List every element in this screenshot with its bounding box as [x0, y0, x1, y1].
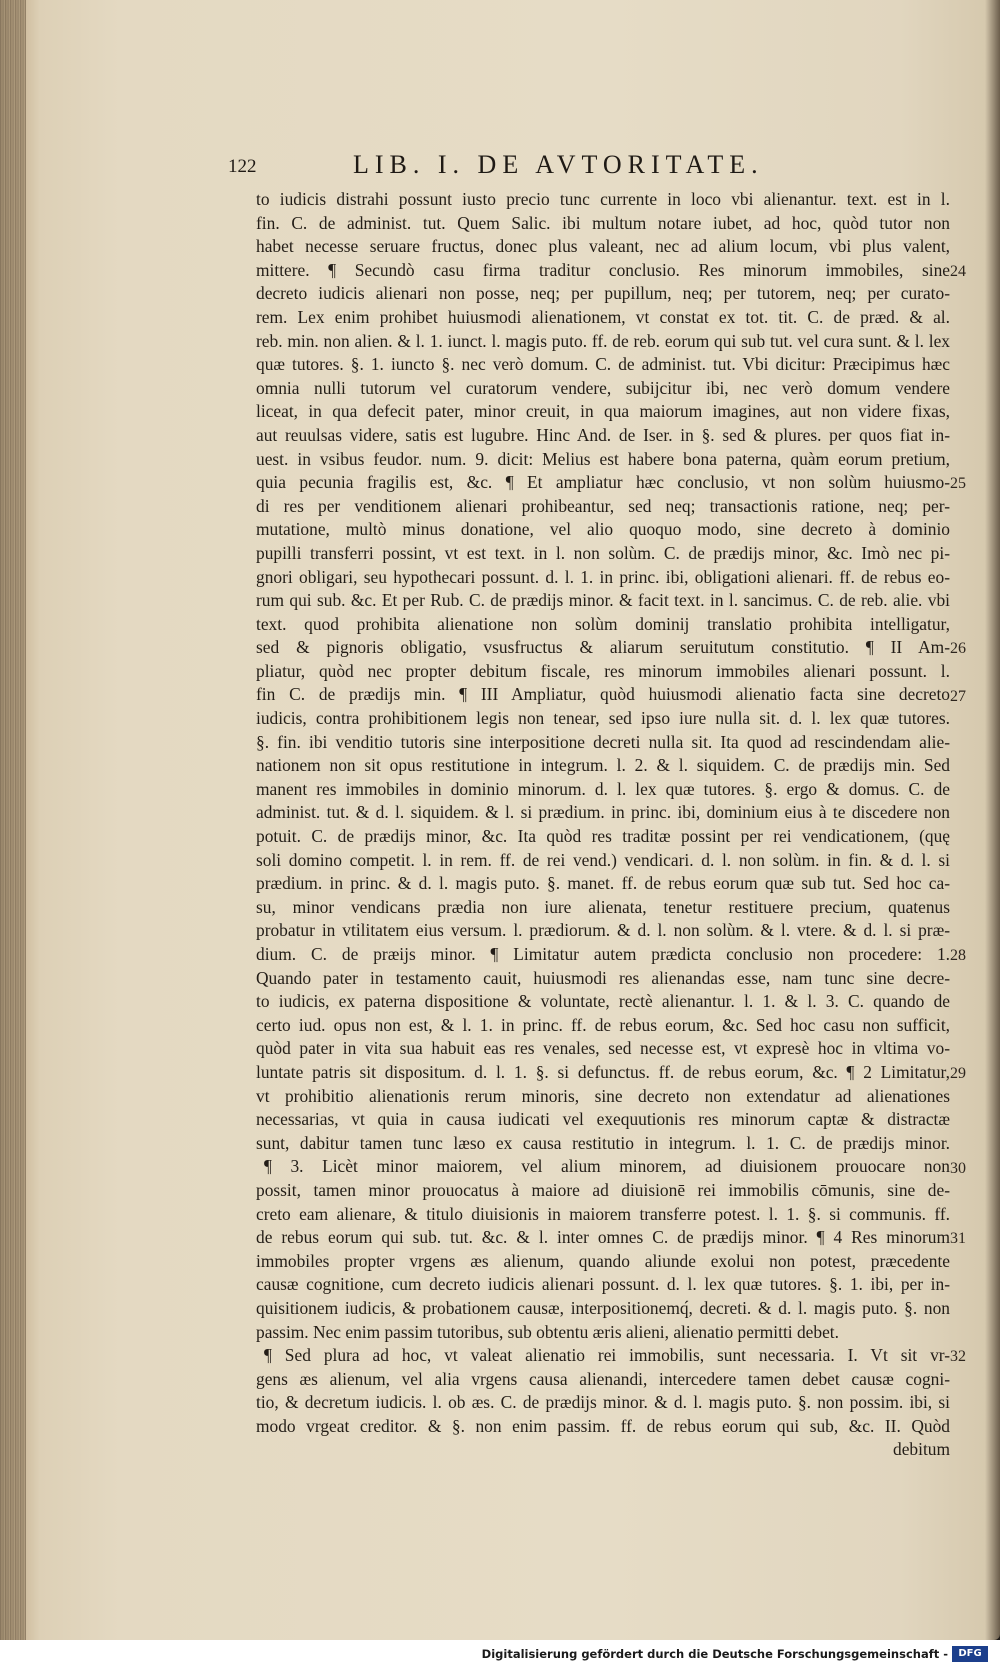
- text-line: creto eam alienare, & titulo diuisionis in maiorem transferre potest. l. 1. §. si communis. ff.: [256, 1203, 950, 1224]
- text-line: manent res immobiles in dominio minorum. d. l. lex quæ tutores. §. ergo & domus. C. de: [256, 778, 950, 799]
- text-line: text. quod prohibita alienatione non solùm dominij translatio prohibita intelligatur,: [256, 613, 950, 634]
- text-line: decreto iudicis alienari non posse, neq; per pupillum, neq; per tutorem, neq; per curato-: [256, 283, 950, 304]
- text-line: reb. min. non alien. & l. 1. iunct. l. magis puto. ff. de reb. eorum qui sub tut. vel cura sunt. & l. lex: [256, 330, 950, 351]
- text-line: necessarias, vt quia in causa iudicati vel exequutionis res minorum captæ & distractæ: [256, 1109, 950, 1130]
- text-line: mittere. ¶ Secundò casu firma traditur conclusio. Res minorum immobiles, sine: [256, 259, 950, 280]
- text-line: debitum: [893, 1439, 950, 1460]
- text-line: causæ cognitione, cum decreto iudicis alienari possunt. d. l. lex quæ tutores. §. 1. ibi, per in-: [256, 1274, 950, 1295]
- text-line: habet necesse seruare fructus, donec plus valeant, nec ad alium locum, vbi plus valent,: [256, 236, 950, 257]
- body-text: [256, 188, 950, 1462]
- text-line: sed & pignoris obligatio, vsusfructus & aliarum seruitutum constitutio. ¶ II Am-: [256, 637, 950, 658]
- text-line: to iudicis distrahi possunt iusto precio tunc currente in loco vbi alienantur. text. est in l.: [256, 189, 950, 209]
- text-line: rum qui sub. &c. Et per Rub. C. de prædijs minor. & facit text. in l. sancimus. C. de reb. alie. vbi: [256, 590, 950, 611]
- text-line: administ. tut. & d. l. siquidem. & l. si prædium. in princ. ibi, dominium eius à te discedere non: [256, 802, 950, 823]
- text-line: rem. Lex enim prohibet huiusmodi alienationem, vt constat ex tot. tit. C. de præd. & al.: [256, 306, 950, 327]
- running-head: LIB. I. DE AVTORITATE.: [353, 150, 764, 179]
- text-line: passim. Nec enim passim tutoribus, sub obtentu æris alieni, alienatio permitti debet.: [256, 1321, 839, 1342]
- text-line: uest. in vsibus feudor. num. 9. dicit: Melius est habere bona paterna, quàm eorum pretium,: [256, 448, 950, 469]
- text-line: immobiles propter vrgens æs alienum, quando aliunde exolui non potest, præcedente: [256, 1250, 950, 1271]
- text-line: nationem non sit opus restitutione in integrum. l. 2. & l. siquidem. C. de prædijs min. Sed: [256, 755, 950, 776]
- text-line: quisitionem iudicis, & probationem causæ, interpositionemq́, decreti. & d. l. magis puto. §. non: [256, 1297, 950, 1318]
- text-line: de rebus eorum qui sub. tut. &c. & l. inter omnes C. de prædijs minor. ¶ 4 Res minorum: [256, 1227, 950, 1248]
- page-edge-shadow: [0, 0, 26, 1640]
- margin-number: 24: [950, 262, 966, 280]
- text-line: quia pecunia fragilis est, &c. ¶ Et ampliatur hæc conclusio, vt non solùm huiusmo-: [256, 472, 950, 493]
- text-line: ¶ 3. Licèt minor maiorem, vel alium minorem, ad diuisionem prouocare non: [264, 1156, 950, 1177]
- text-line: §. fin. ibi venditio tutoris sine interpositione decreti nulla sit. Ita quod ad rescindendam alie-: [256, 731, 950, 752]
- text-line: gens æs alienum, vel alia vrgens causa alienandi, intercedere tamen debet causæ cogni-: [256, 1368, 950, 1389]
- margin-number: 32: [950, 1348, 966, 1366]
- text-line: modo vrgeat creditor. & §. non enim passim. ff. de rebus eorum qui sub, &c. II. Quòd: [256, 1415, 950, 1436]
- margin-number: 27: [950, 687, 966, 705]
- text-line: di res per venditionem alienari prohibeantur, sed neq; transactionis ratione, neq; per-: [256, 495, 950, 516]
- text-line: gnori obligari, seu hypothecari possunt. d. l. 1. in princ. ibi, obligationi alienari. ff. de rebus eo-: [256, 566, 950, 587]
- text-line: omnia nulli tutorum vel curatorum vendere, subijcitur ibi, nec verò domum vendere: [256, 377, 950, 398]
- text-line: certo iud. opus non est, & l. 1. in princ. ff. de rebus eorum, &c. Sed hoc casu non sufficit,: [256, 1014, 950, 1035]
- page-header: [228, 150, 928, 180]
- margin-number: 25: [950, 475, 966, 493]
- text-line: mutatione, multò minus donatione, vel alio quoquo modo, sine decreto à dominio: [256, 519, 950, 540]
- text-line: to iudicis, ex paterna dispositione & voluntate, rectè alienantur. l. 1. & l. 3. C. quando de: [256, 991, 950, 1012]
- text-line: potuit. C. de prædijs minor, &c. Ita quòd res traditæ possint per rei vendicationem, (quę: [256, 826, 950, 847]
- text-line: pliatur, quòd nec propter debitum fiscale, res minorum immobiles alienari possunt. l.: [256, 660, 950, 681]
- text-line: su, minor vendicans prædia non iure alienata, tenetur restituere precium, quatenus: [256, 896, 950, 917]
- margin-number: 30: [950, 1159, 966, 1177]
- text-line: fin C. de prædijs min. ¶ III Ampliatur, quòd huiusmodi alienatio facta sine decreto: [256, 684, 950, 705]
- text-line: iudicis, contra prohibitionem legis non tenear, sed ipso iure nulla sit. d. l. lex quæ tutores.: [256, 708, 950, 729]
- text-line: liceat, in qua defecit pater, minor creuit, in qua maiorum imagines, aut non videre fixas,: [256, 401, 950, 422]
- text-line: possit, tamen minor prouocatus à maiore ad diuisionē rei immobilis cōmunis, sine de-: [256, 1179, 950, 1200]
- digitization-footer: [0, 1640, 1000, 1669]
- text-line: pupilli transferri possint, vt est text. in l. non solùm. C. de prædijs minor, &c. Imò nec pi-: [256, 542, 950, 563]
- text-line: luntate patris sit dispositum. d. l. 1. §. si defunctus. ff. de rebus eorum, &c. ¶ 2 Limitatur,: [256, 1061, 950, 1082]
- margin-number: 31: [950, 1230, 966, 1248]
- text-line: Quando pater in testamento cauit, huiusmodi res alienandas esse, nam tunc sine decre-: [256, 967, 950, 988]
- text-line: probatur in vtilitatem eius versum. l. prædiorum. & d. l. non solùm. & l. vtere. & d. l. si præ-: [256, 920, 950, 941]
- text-line: ¶ Sed plura ad hoc, vt valeat alienatio rei immobilis, sunt necessaria. I. Vt sit vr-: [264, 1345, 950, 1366]
- text-line: dium. C. de præijs minor. ¶ Limitatur autem prædicta conclusio non procedere: 1.: [256, 944, 950, 964]
- text-line: tio, & decretum iudicis. l. ob æs. C. de prædijs minor. & d. l. magis puto. §. non possim. ibi, si: [256, 1392, 950, 1413]
- footer-credit: Digitalisierung gefördert durch die Deutsche Forschungsgemeinschaft -: [481, 1647, 948, 1661]
- text-line: sunt, dabitur tamen tunc læso ex causa restitutio in integrum. l. 1. C. de prædijs minor.: [256, 1132, 950, 1153]
- text-line: fin. C. de administ. tut. Quem Salic. ibi multum notare iubet, ad hoc, quòd tutor non: [256, 212, 950, 233]
- text-line: prædium. in princ. & d. l. magis puto. §. manet. ff. de rebus eorum quæ sub tut. Sed hoc ca-: [256, 873, 950, 894]
- text-line: quæ tutores. §. 1. iuncto §. nec verò domum. C. de administ. tut. Vbi dicitur: Præcipimus hæc: [256, 354, 950, 375]
- page-number: 122: [228, 156, 257, 177]
- dfg-logo-icon: DFG: [952, 1646, 988, 1662]
- margin-number: 26: [950, 640, 966, 658]
- text-line: vt prohibitio alienationis rerum minoris, sine decreto non extendatur ad alienationes: [256, 1085, 950, 1106]
- text-line: quòd pater in vita sua habuit eas res venales, sed necesse est, vt expresè hoc in vltima vo-: [256, 1038, 950, 1059]
- text-line: soli domino competit. l. in rem. ff. de rei vend.) vendicari. d. l. non solùm. in fin. & d. l. si: [256, 849, 950, 870]
- margin-number: 28: [950, 947, 966, 965]
- margin-number: 29: [950, 1065, 966, 1083]
- text-line: aut reuulsas videre, satis est lugubre. Hinc And. de Iser. in §. sed & plures. per quos fiat in-: [256, 424, 950, 445]
